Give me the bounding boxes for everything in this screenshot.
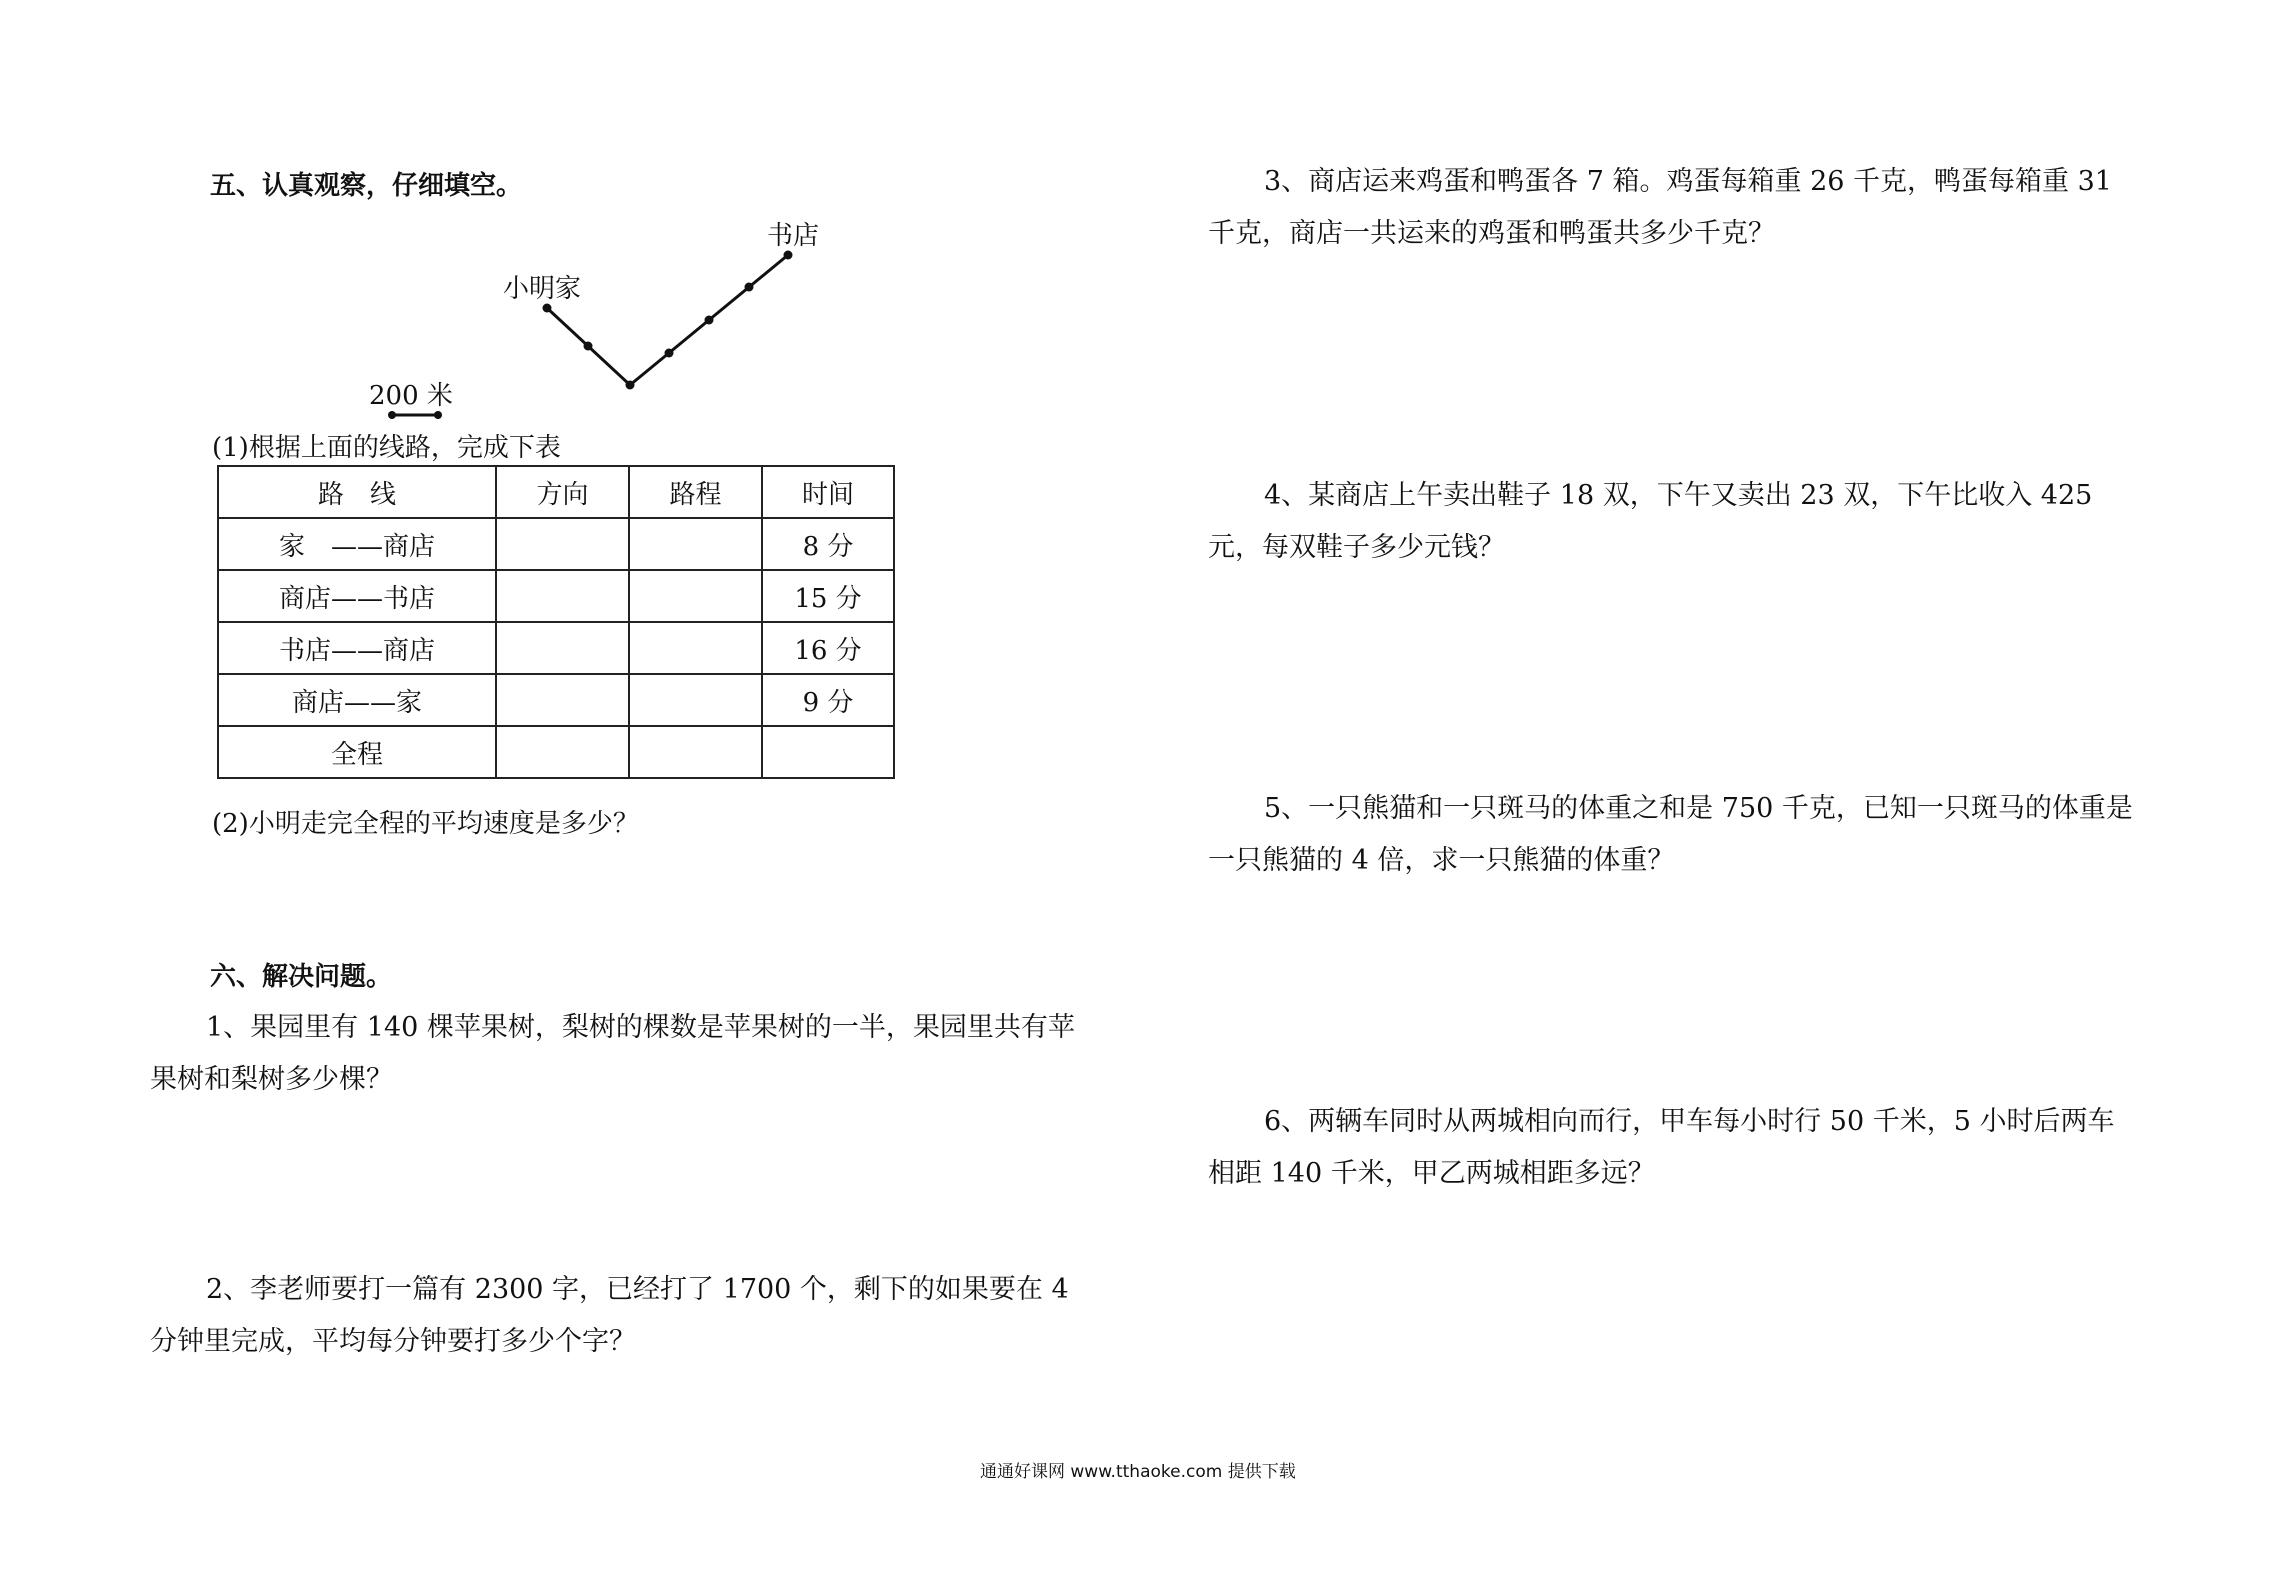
q1-prompt: (1)根据上面的线路，完成下表 <box>212 433 561 463</box>
table-row <box>218 674 894 726</box>
problem-2: 2、李老师要打一篇有 2300 字，已经打了 1700 个，剩下的如果要在 4 分钟里完成，平均每分钟要打多少个字？ <box>150 1274 1069 1357</box>
problem-1: 1、果园里有 140 棵苹果树，梨树的棵数是苹果树的一半，果园里共有苹果树和梨树多少棵？ <box>150 1012 1075 1095</box>
route-table <box>217 465 895 779</box>
problem-5: 5、一只熊猫和一只斑马的体重之和是 750 千克，已知一只斑马的体重是一只熊猫的 4 倍，求一只熊猫的体重？ <box>1208 793 2133 876</box>
route-point <box>705 316 714 325</box>
route-line <box>547 255 788 385</box>
direction-cell[interactable] <box>496 622 629 674</box>
table-row <box>218 726 894 778</box>
footer-text: 通通好课网 www.tthaoke.com 提供下载 <box>980 1462 1296 1482</box>
table-row <box>218 622 894 674</box>
table-header: 路程 <box>629 466 762 518</box>
route-cell: 家 ——商店 <box>218 518 496 570</box>
distance-cell[interactable] <box>629 518 762 570</box>
time-cell: 8 分 <box>762 518 894 570</box>
bookstore-label: 书店 <box>767 221 820 251</box>
table-header-row <box>218 466 894 518</box>
problem-4: 4、某商店上午卖出鞋子 18 双，下午又卖出 23 双，下午比收入 425 元，每双鞋子多少元钱？ <box>1208 480 2093 563</box>
route-cell: 全程 <box>218 726 496 778</box>
distance-cell[interactable] <box>629 674 762 726</box>
table-row <box>218 518 894 570</box>
table-header: 方向 <box>496 466 629 518</box>
direction-cell[interactable] <box>496 726 629 778</box>
table-row <box>218 570 894 622</box>
time-cell: 16 分 <box>762 622 894 674</box>
scale-end <box>388 411 396 419</box>
route-point <box>665 349 674 358</box>
section5-title: 五、认真观察，仔细填空。 <box>210 171 523 201</box>
home-label: 小明家 <box>503 274 582 304</box>
route-point <box>584 342 593 351</box>
problem-3: 3、商店运来鸡蛋和鸭蛋各 7 箱。鸡蛋每箱重 26 千克，鸭蛋每箱重 31 千克，商店一共运来的鸡蛋和鸭蛋共多少千克？ <box>1208 166 2112 249</box>
table-header: 路 线 <box>218 466 496 518</box>
table-header: 时间 <box>762 466 894 518</box>
scale-end <box>434 411 442 419</box>
time-cell: 15 分 <box>762 570 894 622</box>
distance-cell[interactable] <box>629 622 762 674</box>
section6-title: 六、解决问题。 <box>210 962 393 992</box>
direction-cell[interactable] <box>496 570 629 622</box>
route-point <box>745 283 754 292</box>
route-cell: 商店——书店 <box>218 570 496 622</box>
time-cell[interactable] <box>762 726 894 778</box>
direction-cell[interactable] <box>496 674 629 726</box>
q2-prompt: (2)小明走完全程的平均速度是多少？ <box>212 809 639 839</box>
time-cell: 9 分 <box>762 674 894 726</box>
route-cell: 书店——商店 <box>218 622 496 674</box>
store-point <box>626 381 635 390</box>
problem-6: 6、两辆车同时从两城相向而行，甲车每小时行 50 千米，5 小时后两车相距 140 千米，甲乙两城相距多远？ <box>1208 1106 2115 1189</box>
route-cell: 商店——家 <box>218 674 496 726</box>
distance-cell[interactable] <box>629 726 762 778</box>
scale-label: 200 米 <box>369 381 453 411</box>
distance-cell[interactable] <box>629 570 762 622</box>
direction-cell[interactable] <box>496 518 629 570</box>
